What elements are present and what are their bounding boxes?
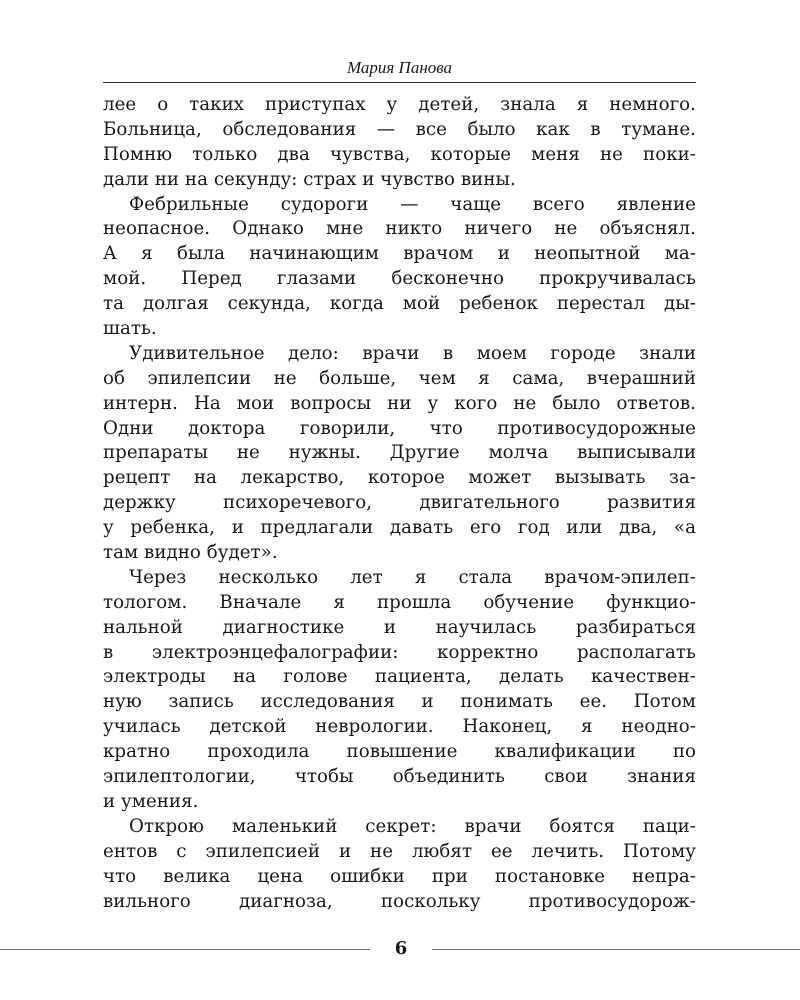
- text-line: училась детской неврологии. Наконец, я неодно-: [103, 716, 696, 738]
- text-line: об эпилепсии не больше, чем я сама, вчерашний: [103, 367, 696, 389]
- text-line: ентов с эпилепсией и не любят ее лечить. Потому: [103, 840, 696, 862]
- header-author-name: Мария Панова: [346, 58, 453, 77]
- text-line: Одни доктора говорили, что противосудорожные: [103, 417, 696, 439]
- text-line: у ребенка, и предлагали давать его год или два, «а: [103, 517, 696, 539]
- text-line: Помню только два чувства, которые меня не поки-: [103, 143, 696, 165]
- text-line: шать.: [103, 318, 157, 340]
- text-line: электроды на голове пациента, делать качествен-: [103, 666, 696, 688]
- text-line: рецепт на лекарство, которое может вызывать за-: [103, 467, 696, 489]
- text-line: и умения.: [103, 790, 199, 812]
- footer-rule-right: [432, 949, 800, 950]
- text-line: Через несколько лет я стала врачом-эпилеп-: [129, 566, 696, 588]
- text-line: дали ни на секунду: страх и чувство вины.: [103, 168, 516, 190]
- text-line: препараты не нужны. Другие молча выписывали: [103, 442, 696, 464]
- text-line: держку психоречевого, двигательного развития: [103, 492, 696, 514]
- running-header: [103, 52, 696, 82]
- text-line: Открою маленький секрет: врачи боятся паци-: [129, 815, 696, 837]
- text-line: мой. Перед глазами бесконечно прокручивалась: [103, 268, 696, 290]
- text-line: там видно будет».: [103, 542, 278, 564]
- text-line: неопасное. Однако мне никто ничего не объяснял.: [103, 218, 696, 240]
- text-line: Больница, обследования — все было как в тумане.: [103, 118, 696, 140]
- text-line: Удивительное дело: врачи в моем городе знали: [129, 342, 696, 364]
- text-line: А я была начинающим врачом и неопытной ма-: [103, 243, 696, 265]
- text-line: та долгая секунда, когда мой ребенок перестал ды-: [103, 293, 696, 315]
- text-line: кратно проходила повышение квалификации по: [103, 741, 696, 763]
- page-footer: [0, 936, 800, 966]
- text-line: лее о таких приступах у детей, знала я немного.: [103, 94, 696, 115]
- header-rule: [103, 82, 696, 83]
- text-line: эпилептологии, чтобы объединить свои знания: [103, 766, 696, 788]
- text-line: нальной диагностике и научилась разбираться: [103, 616, 696, 638]
- text-line: что велика цена ошибки при постановке непра-: [103, 865, 696, 887]
- page-number: 6: [394, 938, 408, 959]
- footer-rule-left: [0, 949, 370, 950]
- text-line: интерн. На мои вопросы ни у кого не было ответов.: [103, 392, 696, 414]
- text-line: ную запись исследования и понимать ее. Потом: [103, 691, 696, 713]
- text-line: в электроэнцефалографии: корректно располагать: [103, 641, 696, 663]
- text-line: вильного диагноза, поскольку противосудорож-: [103, 890, 696, 912]
- text-line: Фебрильные судороги — чаще всего явление: [129, 193, 696, 215]
- text-line: тологом. Вначале я прошла обучение функцио-: [103, 591, 696, 613]
- page-body-text: [103, 93, 696, 914]
